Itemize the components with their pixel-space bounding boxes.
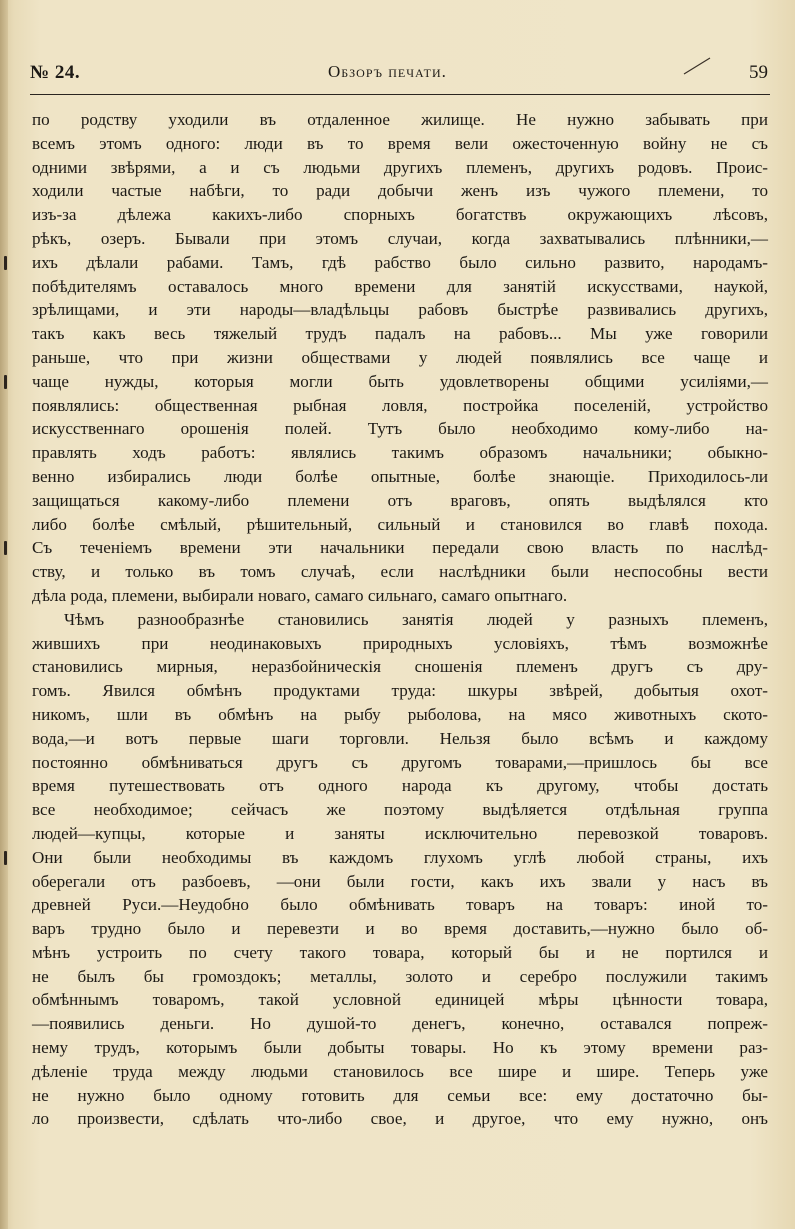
body-text [32, 108, 768, 1131]
page-header [30, 60, 770, 88]
text-line: появлялись: общественная рыбная ловля, постройка поселеній, устройство [32, 395, 768, 415]
text-line: древней Руси.—Неудобно было обмѣнивать товаръ на товаръ: иной то- [32, 895, 768, 915]
header-rule [30, 94, 770, 95]
text-line: обмѣннымъ товаромъ, такой условной единицей мѣры цѣнности товара, [32, 990, 768, 1010]
text-line: —появились деньги. Но душой-то денегъ, конечно, оставался попреж- [32, 1014, 768, 1034]
text-line: гомъ. Явился обмѣнъ продуктами труда: шкуры звѣрей, добытыя охот- [32, 681, 768, 701]
text-line: не нужно было одному готовить для семьи все: ему достаточно бы- [32, 1085, 768, 1105]
text-line: рѣкъ, озеръ. Бывали при этомъ случаи, когда захватывались плѣнники,— [32, 228, 768, 248]
text-line: ходили частые набѣги, то ради добычи женъ изъ чужого племени, то [32, 181, 768, 201]
text-line: дѣла рода, племени, выбирали новаго, самаго сильнаго, самаго опытнаго. [32, 585, 568, 605]
text-line: такъ какъ весь тяжелый трудъ падалъ на рабовъ... Мы уже говорили [32, 324, 768, 344]
text-line: правлять ходъ работъ: являлись такимъ образомъ начальники; обыкно- [32, 443, 768, 463]
text-line: изъ-за дѣлежа какихъ-либо спорныхъ богатствъ окружающихъ лѣсовъ, [32, 205, 768, 225]
text-line: ству, и только въ томъ случаѣ, если наслѣдники были неспособны вести [32, 562, 768, 582]
text-line: не былъ бы громоздокъ; металлы, золото и серебро послужили такимъ [32, 966, 768, 986]
text-line: постоянно обмѣниваться другъ съ другомъ товарами,—пришлось бы все [32, 752, 768, 772]
text-line: искусственнаго орошенія полей. Тутъ было необходимо кому-либо на- [32, 419, 768, 439]
page-number: 59 [749, 62, 768, 83]
text-line: никомъ, шли въ обмѣнъ на рыбу рыболова, на мясо животныхъ ското- [32, 704, 768, 724]
text-line: нему трудъ, которымъ были добыты товары. Но къ этому времени раз- [32, 1038, 768, 1058]
text-line: чаще нужды, которыя могли быть удовлетворены общими усиліями,— [32, 371, 768, 391]
text-line: зрѣлищами, и эти народы—владѣльцы рабовъ быстрѣе развивались другихъ, [32, 300, 768, 320]
text-line: одними звѣрями, а и съ людьми другихъ племенъ, другихъ родовъ. Проис- [32, 157, 768, 177]
margin-mark [4, 375, 7, 389]
text-line: по родству уходили въ отдаленное жилище. Не нужно забывать при [32, 110, 768, 129]
text-line: ихъ дѣлали рабами. Тамъ, гдѣ рабство было сильно развито, народамъ- [32, 252, 768, 272]
pencil-mark [680, 54, 714, 78]
page-binding-edge [0, 0, 8, 1229]
text-line: время путешествовать отъ одного народа къ другому, чтобы достать [32, 776, 768, 796]
text-line: вода,—и вотъ первые шаги торговли. Нельзя было всѣмъ и каждому [32, 728, 768, 748]
margin-mark [4, 256, 7, 270]
text-line: Съ теченіемъ времени эти начальники передали свою власть по наслѣд- [32, 538, 768, 558]
text-line: мѣнъ устроить по счету такого товара, который бы и не портился и [32, 942, 768, 962]
text-line: дѣленіе труда между людьми становилось все шире и шире. Теперь уже [32, 1061, 768, 1081]
running-title: Обзоръ печати. [328, 62, 447, 81]
text-line: жившихъ при неодинаковыхъ природныхъ условіяхъ, тѣмъ возможнѣе [32, 633, 768, 653]
issue-number: № 24. [30, 62, 81, 83]
text-line: всемъ этомъ одного: люди въ то время вели ожесточенную войну не съ [32, 133, 768, 153]
text-line: раньше, что при жизни обществами у людей появлялись все чаще и [32, 347, 768, 367]
text-line: все необходимое; сейчасъ же поэтому выдѣляется отдѣльная группа [32, 800, 768, 820]
margin-mark [4, 851, 7, 865]
text-line: венно избирались люди болѣе опытные, болѣе знающіе. Приходилось-ли [32, 466, 768, 486]
text-line: ло произвести, сдѣлать что-либо свое, и другое, что ему нужно, онъ [32, 1109, 768, 1129]
text-line: варъ трудно было и перевезти и во время доставить,—нужно было об- [32, 919, 768, 939]
text-line: становились мирныя, неразбойническія сношенія племенъ другъ съ дру- [32, 657, 768, 677]
text-line: оберегали отъ разбоевъ, —они были гости, какъ ихъ звали у насъ въ [32, 871, 768, 891]
text-line: людей—купцы, которые и заняты исключительно перевозкой товаровъ. [32, 823, 768, 843]
margin-mark [4, 541, 7, 555]
text-line: защищаться какому-либо племени отъ враговъ, опять выдѣлялся кто [32, 490, 768, 510]
text-line: побѣдителямъ оставалось много времени для занятій искусствами, наукой, [32, 276, 768, 296]
text-line: Они были необходимы въ каждомъ глухомъ углѣ любой страны, ихъ [32, 847, 768, 867]
text-line: либо болѣе смѣлый, рѣшительный, сильный и становился во главѣ похода. [32, 514, 768, 534]
text-line: Чѣмъ разнообразнѣе становились занятія людей у разныхъ племенъ, [64, 609, 768, 629]
